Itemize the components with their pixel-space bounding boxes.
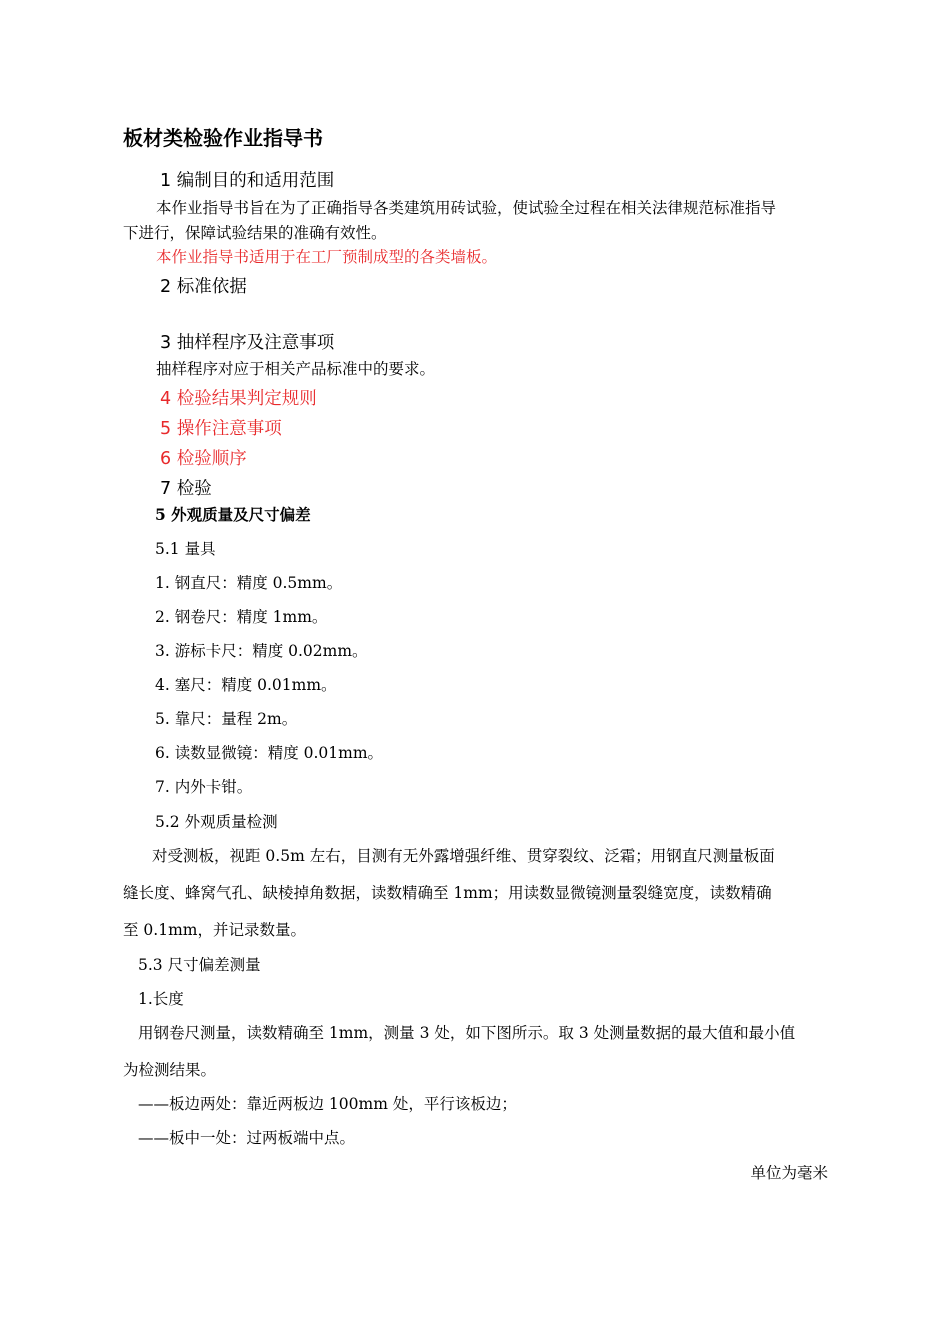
quality-paragraph-line: 缝长度、蜂窝气孔、缺棱掉角数据，读数精确至 1mm；用读数显微镜测量裂缝宽度，读数精确 <box>123 884 772 902</box>
section-1-paragraph-line: 下进行，保障试验结果的准确有效性。 <box>123 224 387 242</box>
appearance-heading: 5 外观质量及尺寸偏差 <box>155 505 311 524</box>
quality-paragraph-line: 至 0.1mm，并记录数量。 <box>123 921 306 939</box>
gauge-list-item: 4. 塞尺：精度 0.01mm。 <box>155 676 337 694</box>
gauge-list-item: 6. 读数显微镜：精度 0.01mm。 <box>155 744 384 762</box>
document-title: 板材类检验作业指导书 <box>123 126 323 150</box>
length-paragraph-line: 用钢卷尺测量，读数精确至 1mm，测量 3 处，如下图所示。取 3 处测量数据的最大值和最小值 <box>138 1024 796 1042</box>
quality-paragraph-line: 对受测板，视距 0.5m 左右，目测有无外露增强纤维、贯穿裂纹、泛霜；用钢直尺测量板面 <box>152 847 775 865</box>
quality-heading: 5.2 外观质量检测 <box>155 813 278 831</box>
section-5-heading: 5 操作注意事项 <box>160 419 282 439</box>
section-3-heading: 3 抽样程序及注意事项 <box>160 333 335 353</box>
gauge-list-item: 5. 靠尺：量程 2m。 <box>155 710 298 728</box>
section-2-heading: 2 标准依据 <box>160 277 247 297</box>
dimension-heading: 5.3 尺寸偏差测量 <box>138 956 261 974</box>
measurement-bullet: ——板边两处：靠近两板边 100mm 处，平行该板边； <box>138 1095 517 1113</box>
length-paragraph-line: 为检测结果。 <box>123 1061 217 1079</box>
section-4-heading: 4 检验结果判定规则 <box>160 389 317 409</box>
section-1-heading: 1 编制目的和适用范围 <box>160 171 335 191</box>
gauge-list-item: 1. 钢直尺：精度 0.5mm。 <box>155 574 343 592</box>
section-1-scope-paragraph: 本作业指导书适用于在工厂预制成型的各类墙板。 <box>156 248 498 266</box>
section-7-heading: 7 检验 <box>160 479 212 499</box>
section-1-paragraph-line: 本作业指导书旨在为了正确指导各类建筑用砖试验，使试验全过程在相关法律规范标准指导 <box>156 199 777 217</box>
section-3-paragraph: 抽样程序对应于相关产品标准中的要求。 <box>156 360 436 378</box>
length-heading: 1.长度 <box>138 990 184 1008</box>
unit-note: 单位为毫米 <box>750 1164 828 1182</box>
gauge-list-item: 2. 钢卷尺：精度 1mm。 <box>155 608 328 626</box>
gauge-list-item: 7. 内外卡钳。 <box>155 778 253 796</box>
section-6-heading: 6 检验顺序 <box>160 449 247 469</box>
gauges-heading: 5.1 量具 <box>155 540 216 558</box>
gauge-list-item: 3. 游标卡尺：精度 0.02mm。 <box>155 642 368 660</box>
measurement-bullet: ——板中一处：过两板端中点。 <box>138 1129 356 1147</box>
